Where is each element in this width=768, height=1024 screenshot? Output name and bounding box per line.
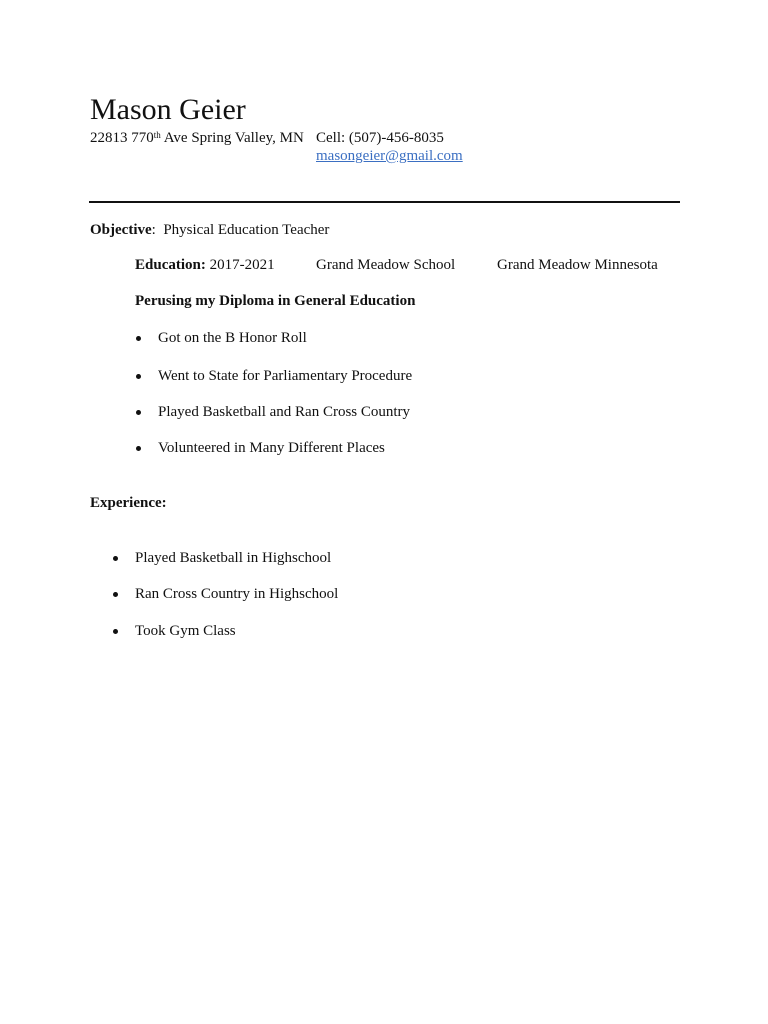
bullet-icon	[136, 410, 141, 415]
education-line	[135, 256, 275, 274]
bullet-icon	[136, 446, 141, 451]
bullet-icon	[136, 374, 141, 379]
education-subheading-text: Perusing my Diploma in General Education	[135, 293, 416, 309]
list-item: Took Gym Class	[112, 622, 236, 640]
bullet-icon	[113, 556, 118, 561]
address	[90, 129, 304, 147]
bullet-icon	[136, 336, 141, 341]
education-label: Education:	[135, 257, 206, 273]
objective-value: Physical Education Teacher	[163, 222, 330, 238]
address-number: 22813 770	[90, 130, 154, 146]
list-item: Played Basketball and Ran Cross Country	[135, 403, 410, 421]
address-ordinal: th	[153, 130, 161, 140]
header-divider	[89, 201, 680, 203]
education-school: Grand Meadow School	[316, 257, 456, 273]
list-item: Played Basketball in Highschool	[112, 549, 331, 567]
list-item: Got on the B Honor Roll	[135, 329, 307, 347]
objective-separator: :	[151, 222, 156, 238]
experience-heading: Experience:	[90, 495, 167, 511]
education-location: Grand Meadow Minnesota	[497, 257, 658, 273]
education-subheading	[135, 292, 415, 310]
address-street: Ave Spring Valley, MN	[160, 130, 304, 146]
education-years: 2017-2021	[209, 257, 275, 273]
list-item: Volunteered in Many Different Places	[135, 439, 385, 457]
list-item: Went to State for Parliamentary Procedure	[135, 367, 412, 385]
objective-label: Objective	[90, 222, 152, 238]
objective-line	[90, 221, 329, 239]
resume-name: Mason Geier	[90, 93, 246, 126]
bullet-icon	[113, 629, 118, 634]
email-link[interactable]: masongeier@gmail.com	[316, 148, 463, 164]
list-item: Ran Cross Country in Highschool	[112, 585, 338, 603]
bullet-icon	[113, 592, 118, 597]
cell-phone: Cell: (507)-456-8035	[316, 130, 444, 146]
